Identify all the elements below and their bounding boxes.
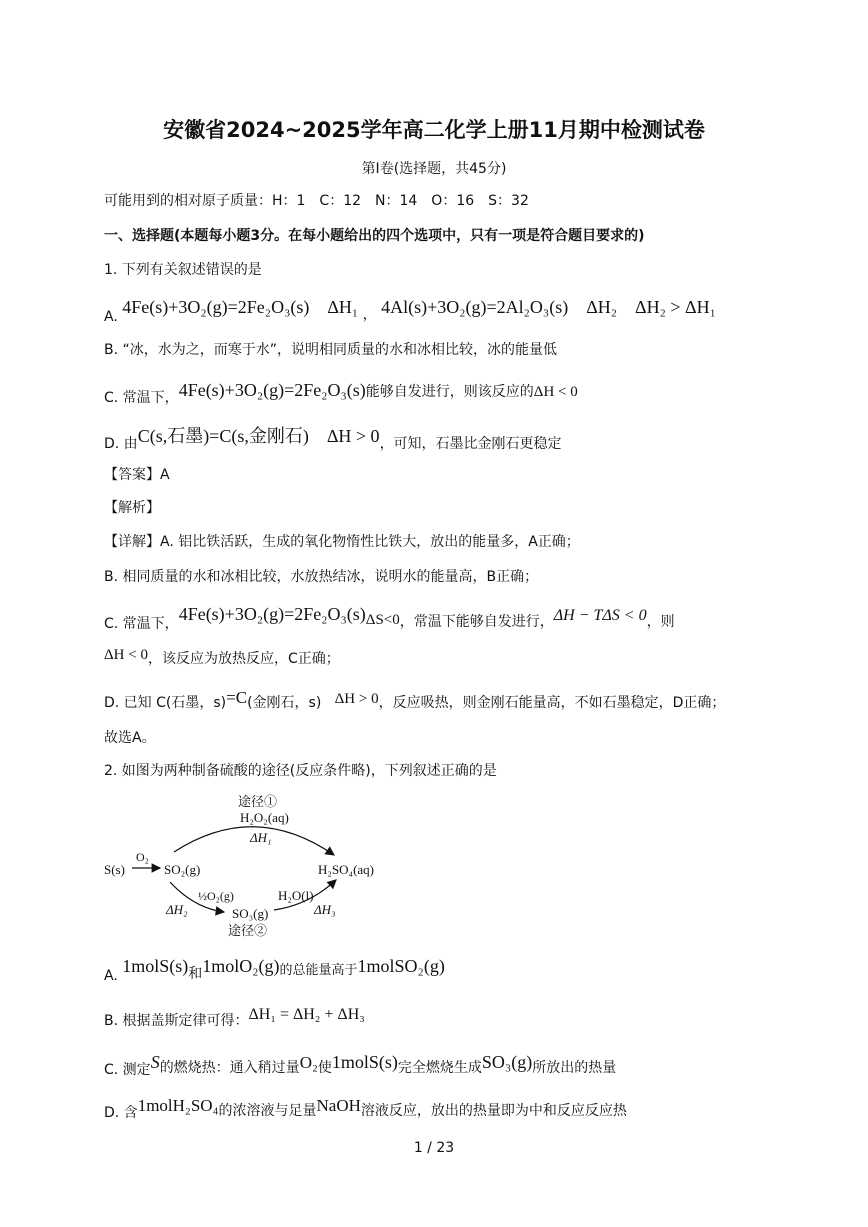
equation: ΔH > 0 (334, 691, 379, 707)
q1-answer: 【答案】A (104, 467, 170, 483)
q1-detail-b: B. 相同质量的水和冰相比较，水放热结冰，说明水的能量高，B正确； (104, 569, 539, 585)
option-text: B. 根据盖斯定律可得： (104, 1013, 249, 1029)
detail-text: ，该反应为放热反应，C正确； (147, 651, 340, 667)
q1-detail-c (104, 604, 675, 632)
equation: ΔH₁ = ΔH₂ + ΔH₃ (248, 1006, 365, 1023)
q1-detail-d (104, 688, 725, 709)
equation: SO₃(g) (481, 1052, 533, 1072)
q1-detail-a: 【详解】A. 铝比铁活跃，生成的氧化物惰性比铁大，放出的能量多，A正确； (104, 534, 580, 550)
o2-reagent: O₂ (136, 850, 149, 864)
h2o2-reagent: H₂O₂(aq) (240, 810, 289, 825)
option-text: 溶液反应，放出的热量即为中和反应反应热 (360, 1103, 627, 1119)
q1-option-c (104, 380, 578, 406)
q1-analysis-heading: 【解析】 (104, 500, 160, 516)
half-o2-reagent: ½O₂(g) (198, 889, 234, 903)
equation: 1molS(s) (331, 1052, 398, 1072)
sulfur-reactant: S(s) (104, 862, 125, 877)
equation: ΔS<0 (365, 612, 400, 628)
volume-subtitle: 第Ⅰ卷(选择题，共45分) (361, 161, 507, 177)
q2-option-c (104, 1052, 617, 1078)
q2-option-d (104, 1096, 627, 1121)
q1-conclusion: 故选A。 (104, 730, 156, 746)
option-text: 的燃烧热：通入稍过量 (159, 1060, 300, 1076)
option-text: 使 (317, 1060, 332, 1076)
equation: C(s,石墨)=C(s,金刚石) ΔH > 0 (137, 426, 380, 446)
equation: NaOH (316, 1096, 361, 1115)
option-text: 所放出的热量 (532, 1060, 617, 1076)
detail-text: ，常温下能够自发进行， (399, 614, 554, 630)
equation: S (150, 1052, 160, 1072)
section-heading: 一、选择题(本题每小题3分。在每小题给出的四个选项中，只有一项是符合题目要求的) (104, 228, 645, 244)
q1-option-a (104, 297, 716, 325)
h2o-reagent: H₂O(l) (278, 888, 314, 903)
equation: 1molH₂SO₄ (137, 1096, 219, 1115)
delta-h2-label: ΔH₂ (166, 902, 188, 917)
so2-intermediate: SO₂(g) (164, 862, 201, 877)
q2-stem: 2. 如图为两种制备硫酸的途径(反应条件略)，下列叙述正确的是 (104, 763, 497, 779)
equation: ΔH < 0 (104, 647, 148, 663)
option-text: C. 测定 (104, 1062, 151, 1078)
detail-text: D. 已知 C(石墨，s) (104, 695, 227, 711)
option-text: ，可知，石墨比金刚石更稳定 (379, 436, 562, 452)
option-a-label: A. (104, 309, 118, 325)
equation: ΔH < 0 (533, 384, 578, 400)
option-text: D. 含 (104, 1105, 138, 1121)
detail-text: ，则 (646, 614, 675, 630)
q1-detail-c2 (104, 645, 340, 665)
equation: 1molSO₂(g) (357, 956, 445, 976)
detail-text: (金刚石，s) (247, 695, 322, 711)
equation: O₂ (299, 1053, 318, 1072)
sulfuric-acid-route-diagram (104, 790, 404, 942)
separator: ， (362, 307, 377, 323)
option-text: 和 (188, 966, 203, 982)
route-2-label: 途径② (228, 923, 268, 938)
so3-intermediate: SO₃(g) (232, 906, 269, 921)
option-text: 的浓溶液与足量 (218, 1103, 317, 1119)
option-a-label: A. (104, 968, 118, 984)
delta-h1-label: ΔH₁ (250, 830, 272, 845)
page-title: 安徽省2024~2025学年高二化学上册11月期中检测试卷 (163, 118, 705, 142)
detail-text: C. 常温下， (104, 616, 179, 632)
equation: 4Fe(s)+3O₂(g)=2Fe₂O₃(s) ΔH₁ (122, 297, 359, 317)
option-text: 的总能量高于 (279, 963, 358, 978)
option-text: D. 由 (104, 436, 138, 452)
equation: 1molS(s) (122, 956, 189, 976)
q2-option-b (104, 1005, 365, 1029)
option-text: C. 常温下， (104, 390, 179, 406)
equation: 4Fe(s)+3O₂(g)=2Fe₂O₃(s) (178, 604, 366, 624)
q1-option-b: B. “冰，水为之，而寒于水”，说明相同质量的水和冰相比较，冰的能量低 (104, 342, 558, 358)
equation: ΔH − TΔS < 0 (553, 607, 647, 624)
detail-text: ，反应吸热，则金刚石能量高，不如石墨稳定，D正确； (378, 695, 726, 711)
option-text: 完全燃烧生成 (397, 1060, 482, 1076)
option-text: 能够自发进行，则该反应的 (365, 384, 534, 400)
q2-option-a (104, 956, 445, 984)
atomic-mass-line: 可能用到的相对原子质量：H：1 C：12 N：14 O：16 S：32 (104, 193, 529, 209)
equation: =C (226, 688, 248, 707)
q1-option-d (104, 426, 562, 452)
q1-stem: 1. 下列有关叙述错误的是 (104, 262, 262, 278)
equation: 4Al(s)+3O₂(g)=2Al₂O₃(s) ΔH₂ ΔH₂ > ΔH₁ (381, 297, 716, 317)
equation: 4Fe(s)+3O₂(g)=2Fe₂O₃(s) (178, 380, 366, 400)
h2so4-product: H₂SO₄(aq) (318, 862, 374, 877)
page-number: 1 / 23 (413, 1140, 455, 1156)
route-1-label: 途径① (238, 794, 278, 809)
delta-h3-label: ΔH₃ (314, 902, 336, 917)
equation: 1molO₂(g) (202, 956, 280, 976)
